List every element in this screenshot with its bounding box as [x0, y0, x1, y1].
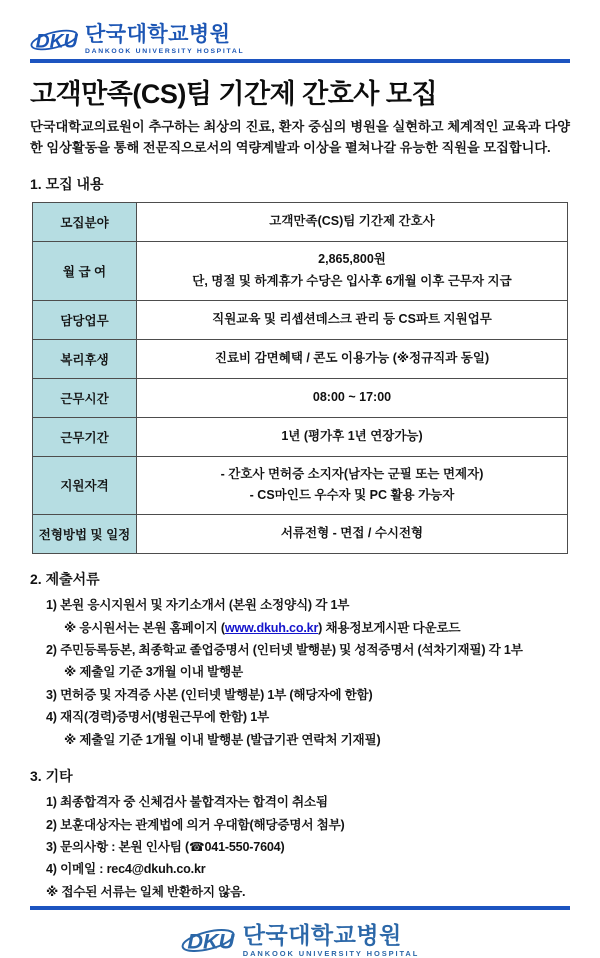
- footer: [30, 903, 570, 958]
- row-label: 복리후생: [33, 339, 137, 378]
- row-label: 월 급 여: [33, 241, 137, 300]
- table-row: [33, 339, 568, 378]
- list-item: 2) 주민등록등본, 최종학교 졸업증명서 (인터넷 발행분) 및 성적증명서 (석차기재필) 각 1부: [46, 643, 523, 658]
- hospital-logo: [30, 24, 570, 56]
- hospital-name-ko: 단국대학교병원: [85, 23, 231, 46]
- note-text-before: ※ 응시원서는 본원 홈페이지 (: [64, 620, 225, 635]
- recruitment-table: [32, 202, 568, 555]
- note-text-after: ) 채용정보게시판 다운로드: [318, 620, 461, 635]
- list-item: 4) 이메일 : rec4@dkuh.co.kr: [46, 862, 206, 877]
- header: [30, 24, 570, 63]
- section2-heading: 2. 제출서류: [30, 571, 100, 588]
- row-value: [137, 456, 568, 515]
- row-value: [137, 417, 568, 456]
- row-value: [137, 202, 568, 241]
- row-value: [137, 515, 568, 554]
- table-row: [33, 241, 568, 300]
- list-item-note: ※ 제출일 기준 1개월 이내 발행분 (발급기관 연락처 기재필): [64, 732, 381, 747]
- section1-heading: 1. 모집 내용: [30, 175, 104, 192]
- submission-documents-list: [30, 594, 570, 751]
- footer-hospital-logo: [30, 923, 570, 958]
- row-label: 지원자격: [33, 456, 137, 515]
- section3-heading: 3. 기타: [30, 768, 73, 785]
- table-row: [33, 300, 568, 339]
- row-value-line: 2,865,800원: [318, 251, 386, 266]
- misc-list: [30, 791, 570, 903]
- homepage-link[interactable]: www.dkuh.co.kr: [224, 620, 319, 635]
- row-value: [137, 241, 568, 300]
- list-item: 1) 최종합격자 중 신체검사 불합격자는 합격이 취소됨: [46, 795, 328, 810]
- list-item-note: ※ 제출일 기준 3개월 이내 발행분: [64, 665, 243, 680]
- hospital-name-en: DANKOOK UNIVERSITY HOSPITAL: [85, 48, 245, 56]
- table-row: [33, 417, 568, 456]
- intro-paragraph: 단국대학교의료원이 추구하는 최상의 진료, 환자 중심의 병원을 실현하고 체계적인 교육과 다양한 임상활동을 통해 전문직으로서의 역량계발과 이상을 펼쳐나갈 유능한 직원을 모집합니다.: [30, 119, 570, 156]
- dku-logo-text: DKU: [187, 928, 235, 954]
- row-value-line: 단, 명절 및 하계휴가 수당은 입사후 6개월 이후 근무자 지급: [192, 273, 512, 288]
- list-item-note: [30, 617, 570, 639]
- row-value: [137, 378, 568, 417]
- row-label: 모집분야: [33, 202, 137, 241]
- table-row: [33, 456, 568, 515]
- row-value-line: 고객만족(CS)팀 기간제 간호사: [269, 213, 435, 228]
- hospital-name-en: DANKOOK UNIVERSITY HOSPITAL: [242, 949, 420, 958]
- row-label: 근무시간: [33, 378, 137, 417]
- row-label: 전형방법 및 일정: [33, 515, 137, 554]
- list-item: 3) 면허증 및 자격증 사본 (인터넷 발행분) 1부 (해당자에 한함): [46, 687, 373, 702]
- footer-divider: [30, 906, 570, 910]
- row-value-line: - 간호사 면허증 소지자(남자는 군필 또는 면제자): [220, 466, 484, 481]
- list-item: 1) 본원 응시지원서 및 자기소개서 (본원 소정양식) 각 1부: [46, 598, 350, 613]
- page-title: 고객만족(CS)팀 기간제 간호사 모집: [30, 79, 438, 109]
- row-label: 담당업무: [33, 300, 137, 339]
- list-item: 2) 보훈대상자는 관계법에 의거 우대함(해당증명서 첨부): [46, 817, 345, 832]
- table-row: [33, 378, 568, 417]
- list-item-note: ※ 접수된 서류는 일체 반환하지 않음.: [46, 884, 246, 899]
- row-value: [137, 300, 568, 339]
- table-row: [33, 515, 568, 554]
- row-value-line: 직원교육 및 리셉션데스크 관리 등 CS파트 지원업무: [212, 311, 492, 326]
- row-value-line: 1년 (평가후 1년 연장가능): [281, 428, 423, 443]
- dku-logo-icon: [181, 923, 237, 958]
- list-item: 3) 문의사항 : 본원 인사팀 (☎041-550-7604): [46, 839, 285, 854]
- row-label: 근무기간: [33, 417, 137, 456]
- header-divider: [30, 59, 570, 63]
- dku-logo-text: DKU: [35, 30, 78, 53]
- dku-logo-icon: [30, 24, 80, 56]
- list-item: 4) 재직(경력)증명서(병원근무에 한함) 1부: [46, 710, 269, 725]
- row-value: [137, 339, 568, 378]
- row-value-line: 08:00 ~ 17:00: [312, 389, 392, 404]
- hospital-name-ko: 단국대학교병원: [242, 922, 402, 949]
- row-value-line: 진료비 감면혜택 / 콘도 이용가능 (※정규직과 동일): [214, 350, 490, 365]
- logo-text: [85, 24, 244, 55]
- table-row: [33, 202, 568, 241]
- row-value-line: - CS마인드 우수자 및 PC 활용 가능자: [249, 488, 455, 503]
- logo-text: [243, 923, 419, 958]
- row-value-line: 서류전형 - 면접 / 수시전형: [280, 526, 424, 541]
